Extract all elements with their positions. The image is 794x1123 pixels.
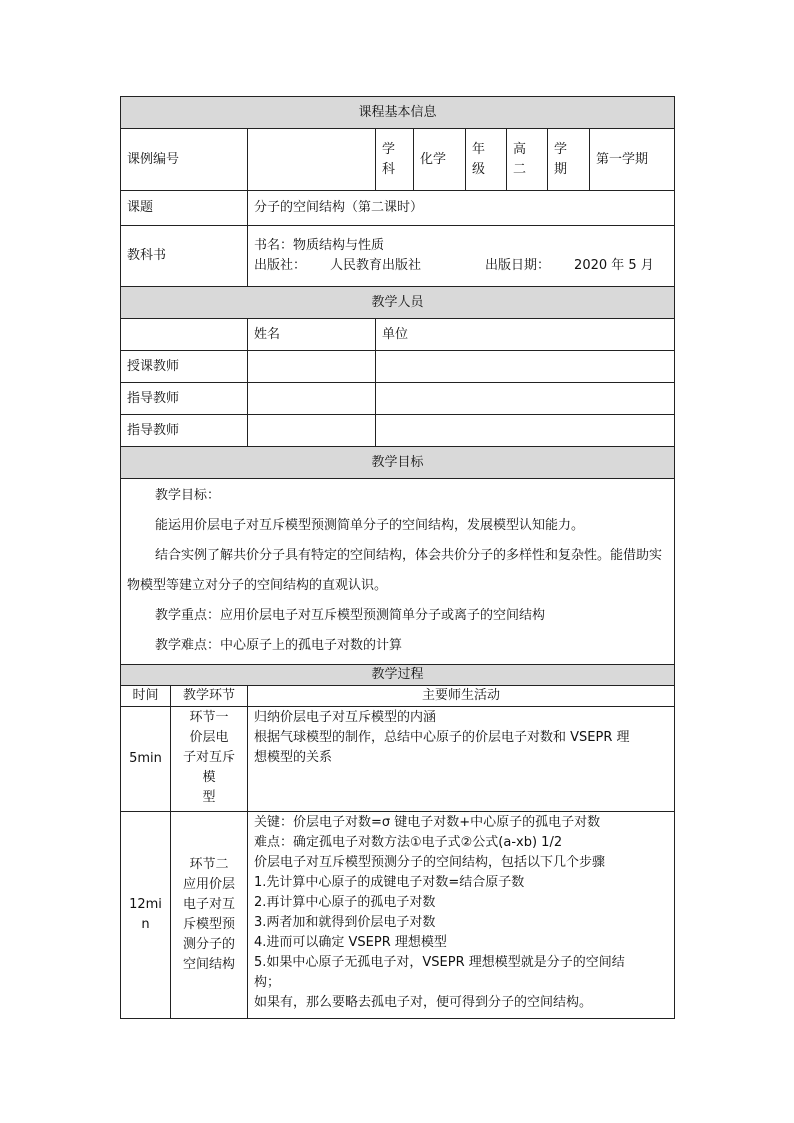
publisher-line: 出版社： 人民教育出版社 出版日期： 2020 年 5 月 bbox=[254, 258, 654, 273]
staff-name bbox=[248, 415, 376, 447]
process-col-activity: 主要师生活动 bbox=[248, 686, 675, 707]
book-name: 书名：物质结构与性质 bbox=[254, 238, 385, 253]
goals-difficulty: 教学难点：中心原子上的孤电子对数的计算 bbox=[155, 638, 403, 653]
lesson-plan-table bbox=[120, 96, 675, 1019]
section-header-goals: 教学目标 bbox=[121, 447, 675, 479]
staff-role: 指导教师 bbox=[121, 383, 248, 415]
section-header-staff: 教学人员 bbox=[121, 287, 675, 319]
textbook-info bbox=[248, 226, 675, 287]
staff-unit bbox=[376, 351, 675, 383]
process-col-stage: 教学环节 bbox=[171, 686, 248, 707]
process-activity: 关键：价层电子对数=σ 键电子对数+中心原子的孤电子对数 难点：确定孤电子对数方法①电子式②公式(a-xb) 1/2 价层电子对互斥模型预测分子的空间结构，包括以下几个步骤 1.先计算中心原子的成键电子对数=结合原子数 2.再计算中心原子的孤电子对数 3.两者加和就得到价层电子对数 4.进而可以确定 VSEPR 理想模型 5.如果中心原子无孤电子对，VSEPR 理想模型就是分子的空间结 构； 如果有，那么要略去孤电子对，便可得到分子的空间结构。 bbox=[248, 812, 675, 1019]
case-no-label: 课例编号 bbox=[121, 129, 248, 191]
process-stage: 环节二 应用价层 电子对互 斥模型预 测分子的 空间结构 bbox=[171, 812, 248, 1019]
textbook-label: 教科书 bbox=[121, 226, 248, 287]
staff-name bbox=[248, 383, 376, 415]
process-stage: 环节一 价层电 子对互斥模 型 bbox=[171, 707, 248, 812]
staff-unit bbox=[376, 415, 675, 447]
topic-label: 课题 bbox=[121, 191, 248, 226]
staff-role: 授课教师 bbox=[121, 351, 248, 383]
grade-label: 年 级 bbox=[466, 129, 507, 191]
staff-name bbox=[248, 351, 376, 383]
goals-body bbox=[121, 479, 675, 665]
goals-paragraph-1: 能运用价层电子对互斥模型预测简单分子的空间结构，发展模型认知能力。 bbox=[155, 518, 585, 533]
process-col-time: 时间 bbox=[121, 686, 171, 707]
grade-value: 高 二 bbox=[507, 129, 548, 191]
process-time: 12mi n bbox=[121, 812, 171, 1019]
goals-key-point: 教学重点：应用价层电子对互斥模型预测简单分子或离子的空间结构 bbox=[155, 608, 546, 623]
subject-label: 学 科 bbox=[376, 129, 414, 191]
process-activity: 归纳价层电子对互斥模型的内涵 根据气球模型的制作，总结中心原子的价层电子对数和 VSEPR 理 想模型的关系 bbox=[248, 707, 675, 812]
staff-role: 指导教师 bbox=[121, 415, 248, 447]
section-header-course-info: 课程基本信息 bbox=[121, 97, 675, 129]
process-time: 5min bbox=[121, 707, 171, 812]
goals-paragraph-2: 结合实例了解共价分子具有特定的空间结构，体会共价分子的多样性和复杂性。能借助实物模型等建立对分子的空间结构的直观认识。 bbox=[127, 548, 663, 593]
staff-role-header bbox=[121, 319, 248, 351]
topic-value: 分子的空间结构（第二课时） bbox=[248, 191, 675, 226]
staff-unit bbox=[376, 383, 675, 415]
section-header-process: 教学过程 bbox=[121, 665, 675, 686]
case-no-value bbox=[248, 129, 376, 191]
term-label: 学 期 bbox=[548, 129, 590, 191]
staff-unit-header: 单位 bbox=[376, 319, 675, 351]
goals-intro: 教学目标： bbox=[155, 488, 221, 503]
subject-value: 化学 bbox=[414, 129, 466, 191]
staff-name-header: 姓名 bbox=[248, 319, 376, 351]
term-value: 第一学期 bbox=[590, 129, 675, 191]
